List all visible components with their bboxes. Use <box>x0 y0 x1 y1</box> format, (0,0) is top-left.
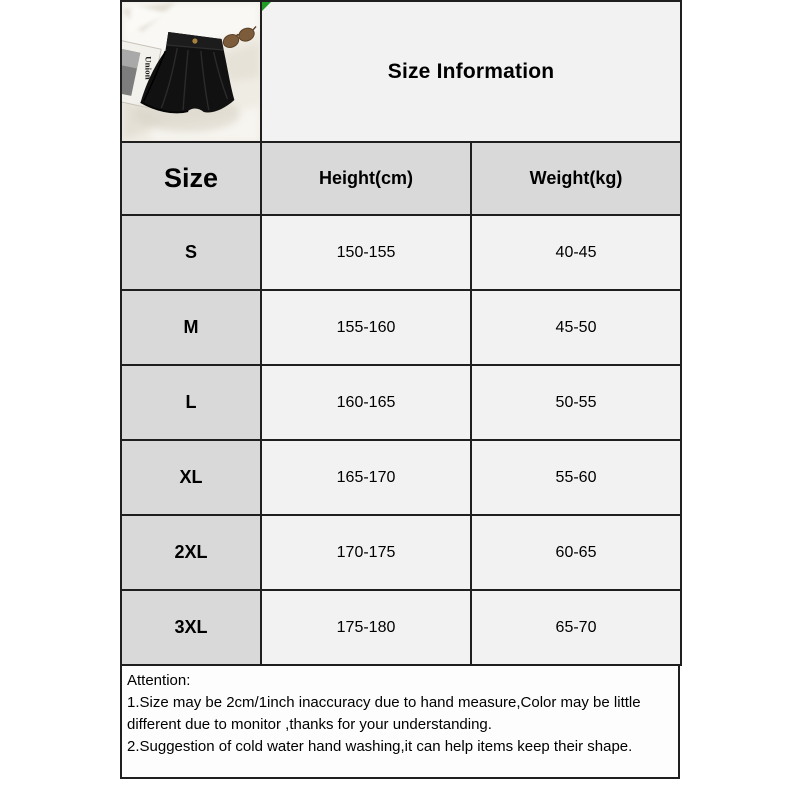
size-label: XL <box>121 440 261 515</box>
height-value: 150-155 <box>261 215 471 290</box>
column-header-weight: Weight(kg) <box>471 142 681 215</box>
height-value: 170-175 <box>261 515 471 590</box>
weight-value: 40-45 <box>471 215 681 290</box>
height-value: 175-180 <box>261 590 471 665</box>
size-label: S <box>121 215 261 290</box>
size-label: 3XL <box>121 590 261 665</box>
table-row-m <box>121 290 681 365</box>
attention-line-3: 2.Suggestion of cold water hand washing,it can help items keep their shape. <box>127 738 633 755</box>
weight-value: 45-50 <box>471 290 681 365</box>
height-value: 165-170 <box>261 440 471 515</box>
table-row-3xl <box>121 590 681 665</box>
table-row-s <box>121 215 681 290</box>
table-row-2xl <box>121 515 681 590</box>
height-value: 160-165 <box>261 365 471 440</box>
weight-value: 65-70 <box>471 590 681 665</box>
size-label: M <box>121 290 261 365</box>
attention-note <box>120 664 680 779</box>
magazine-title: Union <box>143 56 154 80</box>
weight-value: 55-60 <box>471 440 681 515</box>
title-cell <box>261 1 681 142</box>
size-label: 2XL <box>121 515 261 590</box>
size-chart-sheet <box>120 0 680 779</box>
attention-line-2: different due to monitor ,thanks for your understanding. <box>127 716 492 733</box>
weight-value: 50-55 <box>471 365 681 440</box>
size-table <box>120 0 682 666</box>
table-header-row <box>121 142 681 215</box>
height-value: 155-160 <box>261 290 471 365</box>
size-label: L <box>121 365 261 440</box>
weight-value: 60-65 <box>471 515 681 590</box>
table-row-l <box>121 365 681 440</box>
page-title: Size Information <box>387 59 555 83</box>
attention-title: Attention: <box>127 672 191 689</box>
product-photo <box>121 1 261 142</box>
column-header-height: Height(cm) <box>261 142 471 215</box>
green-corner-marker-icon <box>262 2 271 11</box>
attention-line-1: 1.Size may be 2cm/1inch inaccuracy due to hand measure,Color may be little <box>127 694 641 711</box>
photo-title-row <box>121 1 681 142</box>
shorts-photo-illustration <box>122 2 260 141</box>
table-row-xl <box>121 440 681 515</box>
column-header-size: Size <box>121 142 261 215</box>
